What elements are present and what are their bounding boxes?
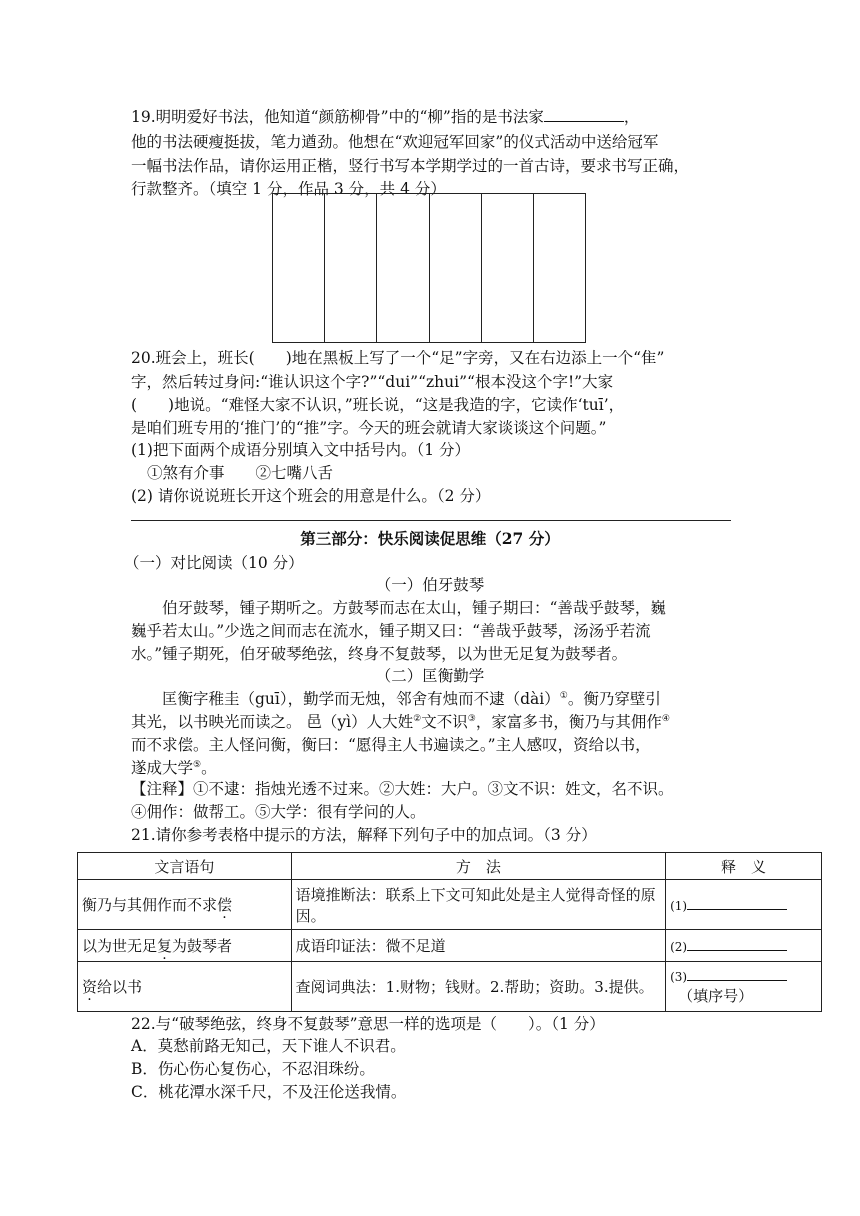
calligraphy-column[interactable] bbox=[482, 194, 534, 342]
q22-stem: 22.与“破琴绝弦，终身不复鼓琴”意思一样的选项是（ ）。（1 分） bbox=[131, 1015, 605, 1033]
row-method: 语境推断法：联系上下文可知此处是主人觉得奇怪的原因。 bbox=[291, 880, 665, 930]
dotted-word: 资 bbox=[82, 978, 98, 996]
q21-table bbox=[77, 852, 822, 1012]
text2-line4-a: 遂成大学 bbox=[131, 759, 194, 777]
calligraphy-column[interactable] bbox=[273, 194, 325, 342]
dotted-word: 复 bbox=[157, 937, 173, 955]
q19-line1 bbox=[131, 105, 639, 127]
q22-option-a[interactable]: A．莫愁前路无知己，天下谁人不识君。 bbox=[131, 1037, 406, 1055]
text1-line3: 水。”锺子期死，伯牙破琴绝弦，终身不复鼓琴，以为世无足复为鼓琴者。 bbox=[131, 645, 628, 663]
answer-blank[interactable] bbox=[687, 968, 787, 981]
text2-line1-text: 匡衡字稚圭（guī），勤学而无烛，邻舍有烛而不逮（dài） bbox=[162, 690, 560, 708]
q20-line4: 是咱们班专用的‘推门’的“推”字。今天的班会就请大家谈谈这个问题。” bbox=[131, 419, 607, 437]
row-answer[interactable] bbox=[666, 880, 822, 930]
table-row bbox=[78, 880, 822, 930]
answer-number: (1) bbox=[670, 898, 688, 913]
text2-line1 bbox=[162, 687, 661, 709]
sentence-text: 为鼓琴者 bbox=[172, 937, 233, 955]
answer-blank[interactable] bbox=[687, 938, 787, 951]
footnote-marker: ② bbox=[413, 713, 422, 724]
text2-line2-c: ，家富多书，衡乃与其佣作 bbox=[475, 713, 662, 731]
part3-title: 第三部分：快乐阅读促思维（27 分） bbox=[300, 529, 560, 548]
footnote-marker: ⑤ bbox=[193, 759, 202, 770]
q20-sub1: (1)把下面两个成语分别填入文中括号内。（1 分） bbox=[131, 441, 470, 459]
row-answer[interactable] bbox=[666, 962, 822, 1012]
sentence-text: 衡乃与其佣作而不求 bbox=[82, 896, 218, 914]
table-row bbox=[78, 930, 822, 962]
calligraphy-column[interactable] bbox=[534, 194, 585, 342]
text2-line3: 而不求偿。主人怪问衡，衡曰：“愿得主人书遍读之。”主人感叹，资给以书， bbox=[131, 736, 651, 754]
footnote-marker: ④ bbox=[661, 713, 670, 724]
text2-title: （二）匡衡勤学 bbox=[375, 667, 485, 685]
row-sentence bbox=[78, 962, 292, 1012]
calligraphy-column[interactable] bbox=[377, 194, 429, 342]
table-header-row bbox=[78, 853, 822, 880]
text2-line2-b: 文不识 bbox=[421, 713, 468, 731]
answer-blank[interactable] bbox=[687, 897, 787, 910]
text2-line4 bbox=[131, 756, 217, 778]
row-sentence bbox=[78, 930, 292, 962]
text1-line1: 伯牙鼓琴，锺子期听之。方鼓琴而志在太山，锺子期曰：“善哉乎鼓琴，巍 bbox=[162, 599, 666, 617]
q20-line2: 字，然后转过身问:“谁认识这个字?”“dui”“zhui”“根本没这个字!”大家 bbox=[131, 373, 614, 391]
text1-line2: 巍乎若太山。”少选之间而志在流水，锺子期又曰：“善哉乎鼓琴，汤汤乎若流 bbox=[131, 622, 651, 640]
q20-line3: ( )地说。“难怪大家不认识，”班长说，“这是我造的字，它读作‘tuī’， bbox=[131, 396, 625, 414]
table-row bbox=[78, 962, 822, 1012]
section1-heading: （一）对比阅读（10 分） bbox=[124, 554, 304, 572]
q19-line2: 他的书法硬瘦挺拔，笔力遒劲。他想在“欢迎冠军回家”的仪式活动中送给冠军 bbox=[131, 133, 659, 151]
q20-line1: 20.班会上，班长( )地在黑板上写了一个“足”字旁，又在右边添上一个“隹” bbox=[131, 349, 665, 367]
footnote-marker: ③ bbox=[467, 713, 476, 724]
row-method: 查阅词典法：1.财物；钱财。2.帮助；资助。3.提供。 bbox=[291, 962, 665, 1012]
q19-line1-text: 19.明明爱好书法，他知道“颜筋柳骨”中的“柳”指的是书法家 bbox=[131, 108, 544, 126]
text2-line4-b: 。 bbox=[201, 759, 217, 777]
row-sentence bbox=[78, 880, 292, 930]
calligraphy-column[interactable] bbox=[430, 194, 482, 342]
q22-option-b[interactable]: B．伤心伤心复伤心，不忍泪珠纷。 bbox=[131, 1060, 375, 1078]
calligraphy-column[interactable] bbox=[325, 194, 377, 342]
q22-option-c[interactable]: C．桃花潭水深千尺，不及汪伦送我情。 bbox=[131, 1083, 407, 1101]
dotted-word: 偿 bbox=[217, 896, 233, 914]
text2-line1-end: 。衡乃穿壁引 bbox=[567, 690, 661, 708]
text1-title: （一）伯牙鼓琴 bbox=[375, 576, 485, 594]
answer-number: (3) bbox=[670, 970, 688, 984]
calligraphy-grid bbox=[272, 193, 586, 343]
q21-stem: 21.请你参考表格中提示的方法，解释下列句子中的加点词。（3 分） bbox=[131, 826, 597, 844]
q19-line1-comma: ， bbox=[623, 108, 640, 126]
row-method: 成语印证法：微不足道 bbox=[291, 930, 665, 962]
row-answer[interactable] bbox=[666, 930, 822, 962]
q19-line4: 行款整齐。（填空 1 分，作品 3 分，共 4 分） bbox=[131, 180, 446, 198]
q19-answer-blank[interactable] bbox=[544, 107, 624, 122]
footnote-marker: ① bbox=[559, 690, 568, 701]
section-divider bbox=[131, 520, 731, 521]
answer-number: (2) bbox=[670, 939, 688, 954]
text2-line2 bbox=[131, 710, 670, 732]
sentence-text: 以为世无足 bbox=[82, 937, 158, 955]
text2-line2-a: 其光，以书映光而读之。 邑（yì）人大姓 bbox=[131, 713, 414, 731]
notes-line2: ④佣作：做帮工。⑤大学：很有学问的人。 bbox=[131, 803, 426, 821]
q20-sub2: (2) 请你说说班长开这个班会的用意是什么。（2 分） bbox=[131, 487, 491, 505]
header-sentence: 文言语句 bbox=[78, 853, 292, 880]
answer-note: （填序号） bbox=[678, 987, 754, 1005]
sentence-text: 给以书 bbox=[97, 978, 143, 996]
q20-options: ①煞有介事 ②七嘴八舌 bbox=[147, 464, 334, 482]
header-method: 方 法 bbox=[291, 853, 665, 880]
notes-line1: 【注释】①不逮：指烛光透不过来。②大姓：大户。③文不识：姓文，名不识。 bbox=[131, 780, 674, 798]
header-meaning: 释 义 bbox=[666, 853, 822, 880]
q19-line3: 一幅书法作品，请你运用正楷，竖行书写本学期学过的一首古诗，要求书写正确， bbox=[131, 157, 690, 175]
